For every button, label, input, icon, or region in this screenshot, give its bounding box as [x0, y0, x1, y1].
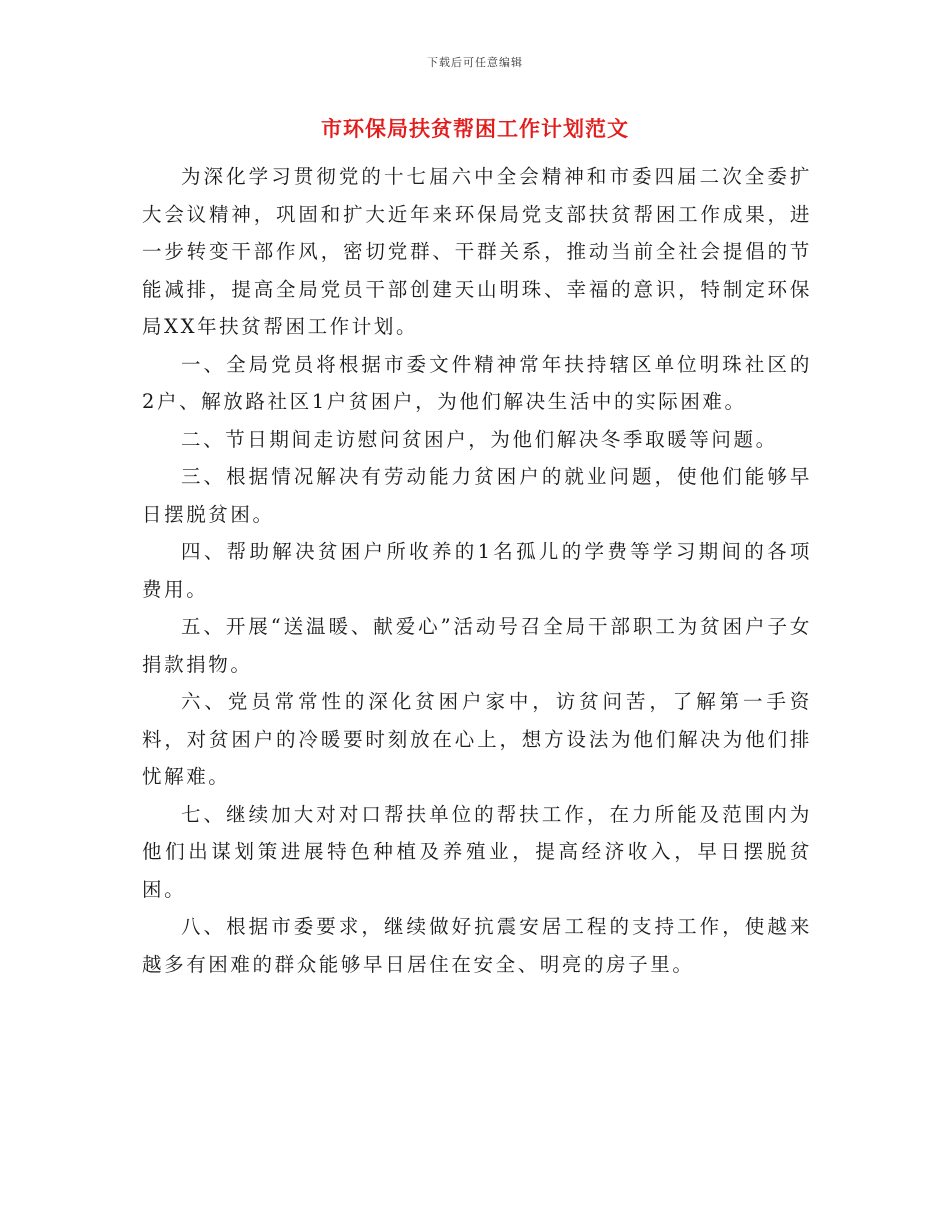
document-title: 市环保局扶贫帮困工作计划范文 [321, 116, 629, 141]
paragraph-intro: 为深化学习贯彻党的十七届六中全会精神和市委四届二次全委扩大会议精神，巩固和扩大近年来环保局党支部扶贫帮困工作成果，进一步转变干部作风，密切党群、干群关系，推动当前全社会提倡的节能减排，提高全局党员干部创建天山明珠、幸福的意识，特制定环保局XX年扶贫帮困工作计划。 [142, 165, 812, 338]
paragraph-item-3: 三、根据情况解决有劳动能力贫困户的就业问题，使他们能够早日摆脱贫困。 [142, 465, 812, 526]
document-body [142, 158, 812, 983]
paragraph-item-1: 一、全局党员将根据市委文件精神常年扶持辖区单位明珠社区的2户、解放路社区1户贫困户，为他们解决生活中的实际困难。 [142, 352, 812, 413]
paragraph-item-4: 四、帮助解决贫困户所收养的1名孤儿的学费等学习期间的各项费用。 [142, 540, 812, 601]
paragraph-item-2: 二、节日期间走访慰问贫困户，为他们解决冬季取暖等问题。 [181, 427, 778, 451]
paragraph-item-7: 七、继续加大对对口帮扶单位的帮扶工作，在力所能及范围内为他们出谋划策进展特色种植及养殖业，提高经济收入，早日摆脱贫困。 [142, 802, 812, 901]
paragraph-item-6: 六、党员常常性的深化贫困户家中，访贫问苦，了解第一手资料，对贫困户的冷暖要时刻放在心上，想方设法为他们解决为他们排忧解难。 [142, 690, 812, 788]
paragraph-item-5: 五、开展“送温暖、献爱心”活动号召全局干部职工为贫困户子女捐款捐物。 [142, 615, 812, 676]
header-note: 下载后可任意编辑 [427, 56, 523, 69]
paragraph-item-8: 八、根据市委要求，继续做好抗震安居工程的支持工作，使越来越多有困难的群众能够早日居住在安全、明亮的房子里。 [142, 915, 812, 976]
